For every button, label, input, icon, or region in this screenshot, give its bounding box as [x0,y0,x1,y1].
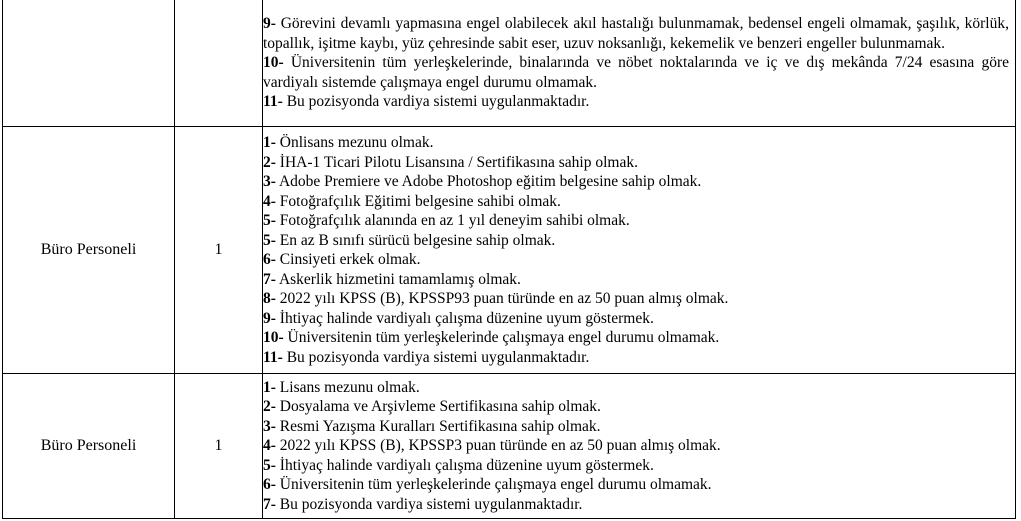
requirement-text: En az B sınıfı sürücü belgesine sahip olmak. [279,231,556,249]
requirement-item [263,153,1015,173]
requirement-text: Üniversitenin tüm yerleşkelerinde çalışmaya engel durumu olmamak. [287,329,720,346]
requirements-cell [263,127,1016,374]
requirement-number: 1- [263,378,276,396]
requirement-item [263,133,1015,153]
requirement-item [263,172,1015,192]
requirement-item [263,14,1015,53]
position-cell: Büro Personeli [3,374,175,519]
requirement-item [263,397,1015,417]
requirement-number: 7- [263,270,276,288]
requirement-number: 5- [263,231,276,249]
count-cell: 1 [175,127,263,374]
requirement-number: 5- [263,212,276,229]
requirement-item [263,475,1015,495]
requirement-number: 6- [263,476,276,494]
requirement-item [263,92,1015,112]
requirement-item [263,309,1015,329]
requirement-text: Dosyalama ve Arşivleme Sertifikasına sahip olmak. [279,398,601,416]
requirement-number: 7- [263,495,276,513]
requirement-number: 2- [263,153,276,171]
requirement-text: Cinsiyeti erkek olmak. [279,251,421,268]
requirement-text: Fotoğrafçılık alanında en az 1 yıl deneyim sahibi olmak. [279,212,630,229]
requirement-number: 8- [263,290,276,307]
requirement-text: Üniversitenin tüm yerleşkelerinde çalışmaya engel durumu olmamak. [279,476,712,494]
requirement-number: 6- [263,251,276,268]
requirement-text: Lisans mezunu olmak. [279,378,420,396]
requirement-text: İhtiyaç halinde vardiyalı çalışma düzenine uyum göstermek. [279,309,654,327]
requirement-text: Üniversitenin tüm yerleşkelerinde, binalarında ve nöbet noktalarında ve iç ve dış mekânda 7/24 esasına göre vardiyalı sistemde çalışmaya engel durumu olmamak. [263,54,1010,91]
requirement-item [263,417,1015,437]
requirement-number: 2- [263,398,276,416]
requirement-item [263,456,1015,476]
requirement-number: 11- [263,93,283,111]
position-cell [3,0,175,127]
requirement-number: 3- [263,417,276,435]
requirement-text: Resmi Yazışma Kuralları Sertifikasına sahip olmak. [279,417,601,435]
requirement-text: İHA-1 Ticari Pilotu Lisansına / Sertifikasına sahip olmak. [279,153,638,171]
requirement-number: 1- [263,134,276,151]
requirement-number: 11- [263,348,283,366]
requirement-text: Fotoğrafçılık Eğitimi belgesine sahibi olmak. [279,192,561,210]
count-cell: 1 [175,374,263,519]
requirement-number: 10- [263,329,284,346]
requirement-text: 2022 yılı KPSS (B), KPSSP3 puan türünde en az 50 puan almış olmak. [279,437,721,455]
requirement-number: 4- [263,437,276,455]
requirement-item [263,192,1015,212]
requirement-item [263,231,1015,251]
table-row [3,127,1016,374]
requirement-text: Adobe Premiere ve Adobe Photoshop eğitim belgesine sahip olmak. [278,173,702,190]
requirement-item [263,250,1015,270]
requirement-item [263,328,1015,348]
requirement-text: 2022 yılı KPSS (B), KPSSP93 puan türünde en az 50 puan almış olmak. [279,290,729,307]
requirement-item [263,211,1015,231]
requirement-item [263,378,1015,398]
requirement-number: 9- [263,309,276,327]
requirement-number: 3- [263,173,276,190]
requirement-text: Bu pozisyonda vardiya sistemi uygulanmaktadır. [286,93,590,111]
requirement-text: Önlisans mezunu olmak. [279,134,434,151]
requirement-text: Bu pozisyonda vardiya sistemi uygulanmaktadır. [286,348,590,366]
requirement-number: 4- [263,192,276,210]
requirement-text: Görevini devamlı yapmasına engel olabilecek akıl hastalığı bulunmamak, bedensel engeli olmamak, şaşılık, körlük, topallık, işitme kaybı, yüz çehresinde sabit eser, uzuv noksanlığı, kekemelik ve benzeri engeller bulunmamak. [263,15,1009,52]
requirement-item [263,348,1015,368]
requirement-number: 9- [263,15,276,33]
requirements-table [2,0,1016,519]
position-cell: Büro Personeli [3,127,175,374]
requirement-item [263,289,1015,309]
requirement-text: Askerlik hizmetini tamamlamış olmak. [278,270,521,288]
requirement-item [263,270,1015,290]
requirement-item [263,495,1015,515]
table-row [3,374,1016,519]
requirement-item [263,53,1015,92]
requirements-cell [263,374,1016,519]
requirement-number: 10- [263,54,284,72]
table-row [3,0,1016,127]
requirement-item [263,436,1015,456]
requirements-cell [263,0,1016,127]
requirement-text: Bu pozisyonda vardiya sistemi uygulanmaktadır. [279,495,583,513]
count-cell [175,0,263,127]
requirement-text: İhtiyaç halinde vardiyalı çalışma düzenine uyum göstermek. [279,456,654,474]
requirement-number: 5- [263,456,276,474]
